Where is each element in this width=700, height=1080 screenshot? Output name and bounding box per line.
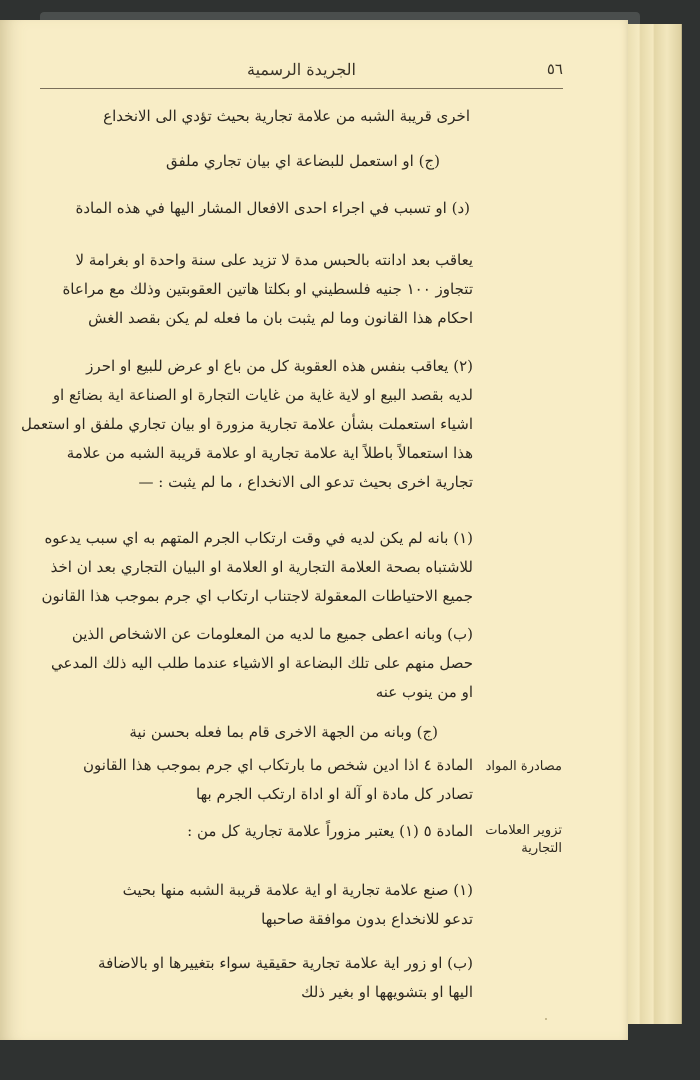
header-rule <box>40 88 563 89</box>
gazette-title: الجريدة الرسمية <box>246 59 357 79</box>
paper-speck <box>545 1018 547 1020</box>
text-line: تتجاوز ١٠٠ جنيه فلسطيني او بكلتا هاتين العقوبتين وذلك مع مراعاة <box>62 280 473 298</box>
clause-j-good-faith: (ج) وبانه من الجهة الاخرى قام بما فعله بحسن نية <box>129 723 438 741</box>
margin-note-confiscation: مصادرة المواد <box>485 759 562 774</box>
text-line: المادة ٤ اذا ادين شخص ما بارتكاب اي جرم بموجب هذا القانون <box>83 756 473 774</box>
text-line: تدعو للانخداع بدون موافقة صاحبها <box>261 910 473 928</box>
text-line: حصل منهم على تلك البضاعة او الاشياء عندما طلب اليه ذلك المدعي <box>51 654 473 672</box>
text-line: او من ينوب عنه <box>375 683 473 701</box>
clause-d: (د) او تسبب في اجراء احدى الافعال المشار اليها في هذه المادة <box>75 199 470 217</box>
page-header <box>40 56 563 82</box>
text-line: (١) بانه لم يكن لديه في وقت ارتكاب الجرم المتهم به اي سبب يدعوه <box>44 529 473 547</box>
margin-note-line: التجارية <box>521 841 562 856</box>
document-page <box>0 20 628 1040</box>
text-line: جميع الاحتياطات المعقولة لاجتناب ارتكاب اي جرم بموجب هذا القانون <box>41 587 473 605</box>
text-line: المادة ٥ (١) يعتبر مزوراً علامة تجارية كل من : <box>187 822 473 840</box>
margin-note-line: تزوير العلامات <box>485 823 562 838</box>
text-line: اشياء استعملت بشأن علامة تجارية مزورة او بيان تجاري ملفق او استعمل <box>20 415 473 433</box>
text-line: اليها او بتشويهها او بغير ذلك <box>301 983 473 1001</box>
text-line: تجارية اخرى بحيث تدعو الى الانخداع ، ما لم يثبت : — <box>138 473 473 491</box>
text-line: احكام هذا القانون وما لم يثبت بان ما فعله لم يكن بقصد الغش <box>88 309 473 327</box>
text-line: هذا استعمالاً باطلاً اية علامة تجارية او علامة قريبة الشبه من علامة <box>66 444 473 462</box>
text-line: (ب) وبانه اعطى جميع ما لديه من المعلومات عن الاشخاص الذين <box>71 625 473 643</box>
text-line: تصادر كل مادة او آلة او اداة ارتكب الجرم بها <box>196 785 473 803</box>
text-line: للاشتباه بصحة العلامة التجارية او العلامة او البيان التجاري بعد ان اخذ <box>50 558 473 576</box>
text-line: (٢) يعاقب بنفس هذه العقوبة كل من باع او عرض للبيع او احرز <box>86 357 473 375</box>
text-line: لديه بقصد البيع او لاية غاية من غايات التجارة او الصناعة اية بضائع او <box>52 386 473 404</box>
text-line: اخرى قريبة الشبه من علامة تجارية بحيث تؤدي الى الانخداع <box>103 107 470 125</box>
margin-note-forgery <box>485 822 562 858</box>
text-line: (١) صنع علامة تجارية او اية علامة قريبة الشبه منها بحيث <box>122 881 473 899</box>
text-line: (ب) او زور اية علامة تجارية حقيقية سواء بتغييرها او بالاضافة <box>98 954 473 972</box>
clause-j: (ج) او استعمل للبضاعة اي بيان تجاري ملفق <box>165 152 440 170</box>
text-line: يعاقب بعد ادانته بالحبس مدة لا تزيد على سنة واحدة او بغرامة لا <box>75 251 473 269</box>
page-number: ٥٦ <box>546 60 563 78</box>
